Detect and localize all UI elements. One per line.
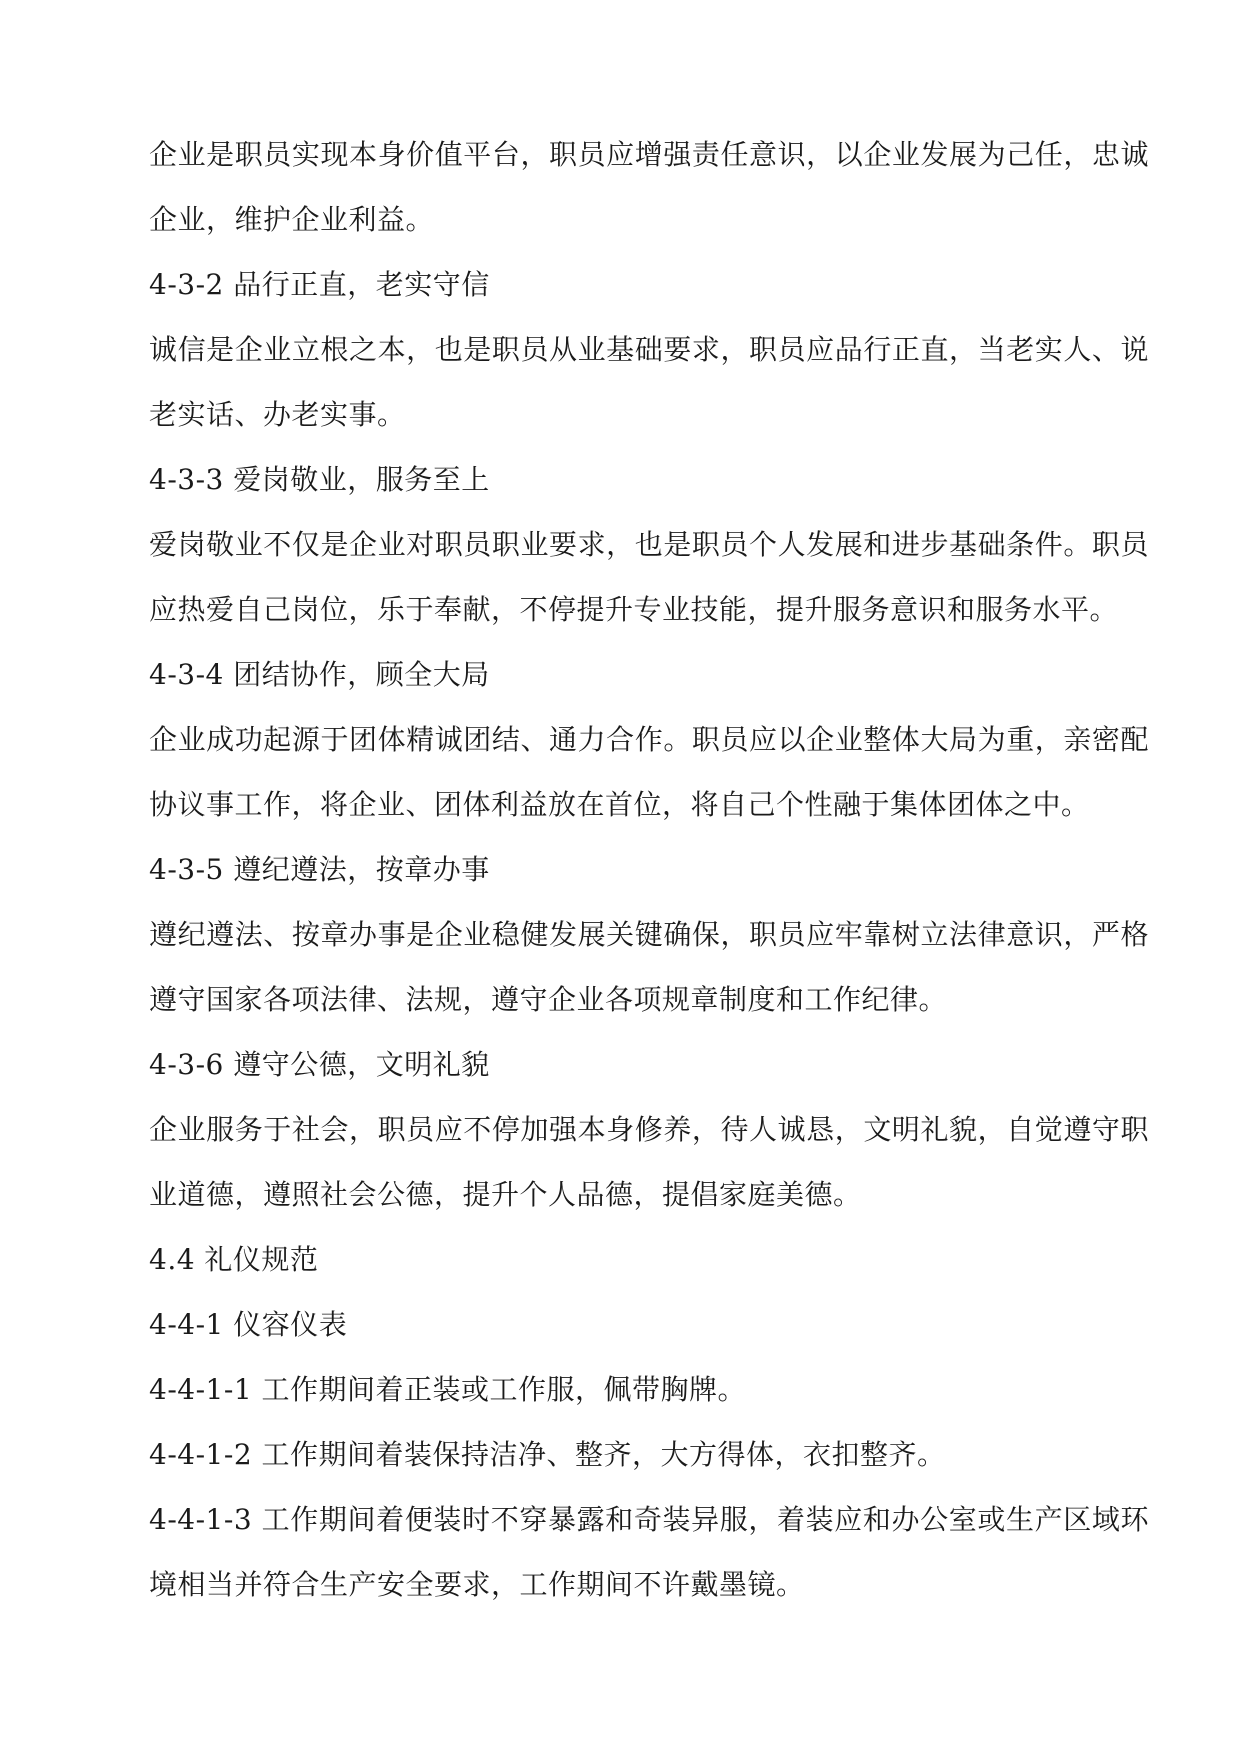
section-heading-4-4-1: 4-4-1 仪容仪表	[149, 1308, 348, 1341]
item-4-4-1-1: 4-4-1-1 工作期间着正装或工作服，佩带胸牌。	[149, 1373, 747, 1406]
section-heading-4-3-5: 4-3-5 遵纪遵法，按章办事	[149, 853, 490, 886]
item-4-4-1-3: 4-4-1-3 工作期间着便装时不穿暴露和奇装异服，着装应和办公室或生产区域环境相当并符合生产安全要求，工作期间不许戴墨镜。	[149, 1503, 1149, 1601]
paragraph-public-morality: 企业服务于社会，职员应不停加强本身修养，待人诚恳，文明礼貌，自觉遵守职业道德，遵照社会公德，提升个人品德，提倡家庭美德。	[149, 1113, 1149, 1211]
paragraph-dedication: 爱岗敬业不仅是企业对职员职业要求，也是职员个人发展和进步基础条件。职员应热爱自己岗位，乐于奉献，不停提升专业技能，提升服务意识和服务水平。	[149, 528, 1149, 626]
paragraph-loyalty: 企业是职员实现本身价值平台，职员应增强责任意识，以企业发展为己任，忠诚企业，维护企业利益。	[149, 138, 1149, 236]
section-heading-4-3-3: 4-3-3 爱岗敬业，服务至上	[149, 463, 490, 496]
section-heading-4-3-6: 4-3-6 遵守公德，文明礼貌	[149, 1048, 490, 1081]
paragraph-law-abiding: 遵纪遵法、按章办事是企业稳健发展关键确保，职员应牢靠树立法律意识，严格遵守国家各项法律、法规，遵守企业各项规章制度和工作纪律。	[149, 918, 1149, 1016]
section-heading-4-3-2: 4-3-2 品行正直，老实守信	[149, 268, 490, 301]
section-heading-4-3-4: 4-3-4 团结协作，顾全大局	[149, 658, 490, 691]
document-body	[149, 122, 1149, 1617]
paragraph-integrity: 诚信是企业立根之本，也是职员从业基础要求，职员应品行正直，当老实人、说老实话、办老实事。	[149, 333, 1149, 431]
item-4-4-1-2: 4-4-1-2 工作期间着装保持洁净、整齐，大方得体，衣扣整齐。	[149, 1438, 946, 1471]
section-heading-4-4: 4.4 礼仪规范	[149, 1243, 319, 1276]
paragraph-teamwork: 企业成功起源于团体精诚团结、通力合作。职员应以企业整体大局为重，亲密配协议事工作，将企业、团体利益放在首位，将自己个性融于集体团体之中。	[149, 723, 1149, 821]
